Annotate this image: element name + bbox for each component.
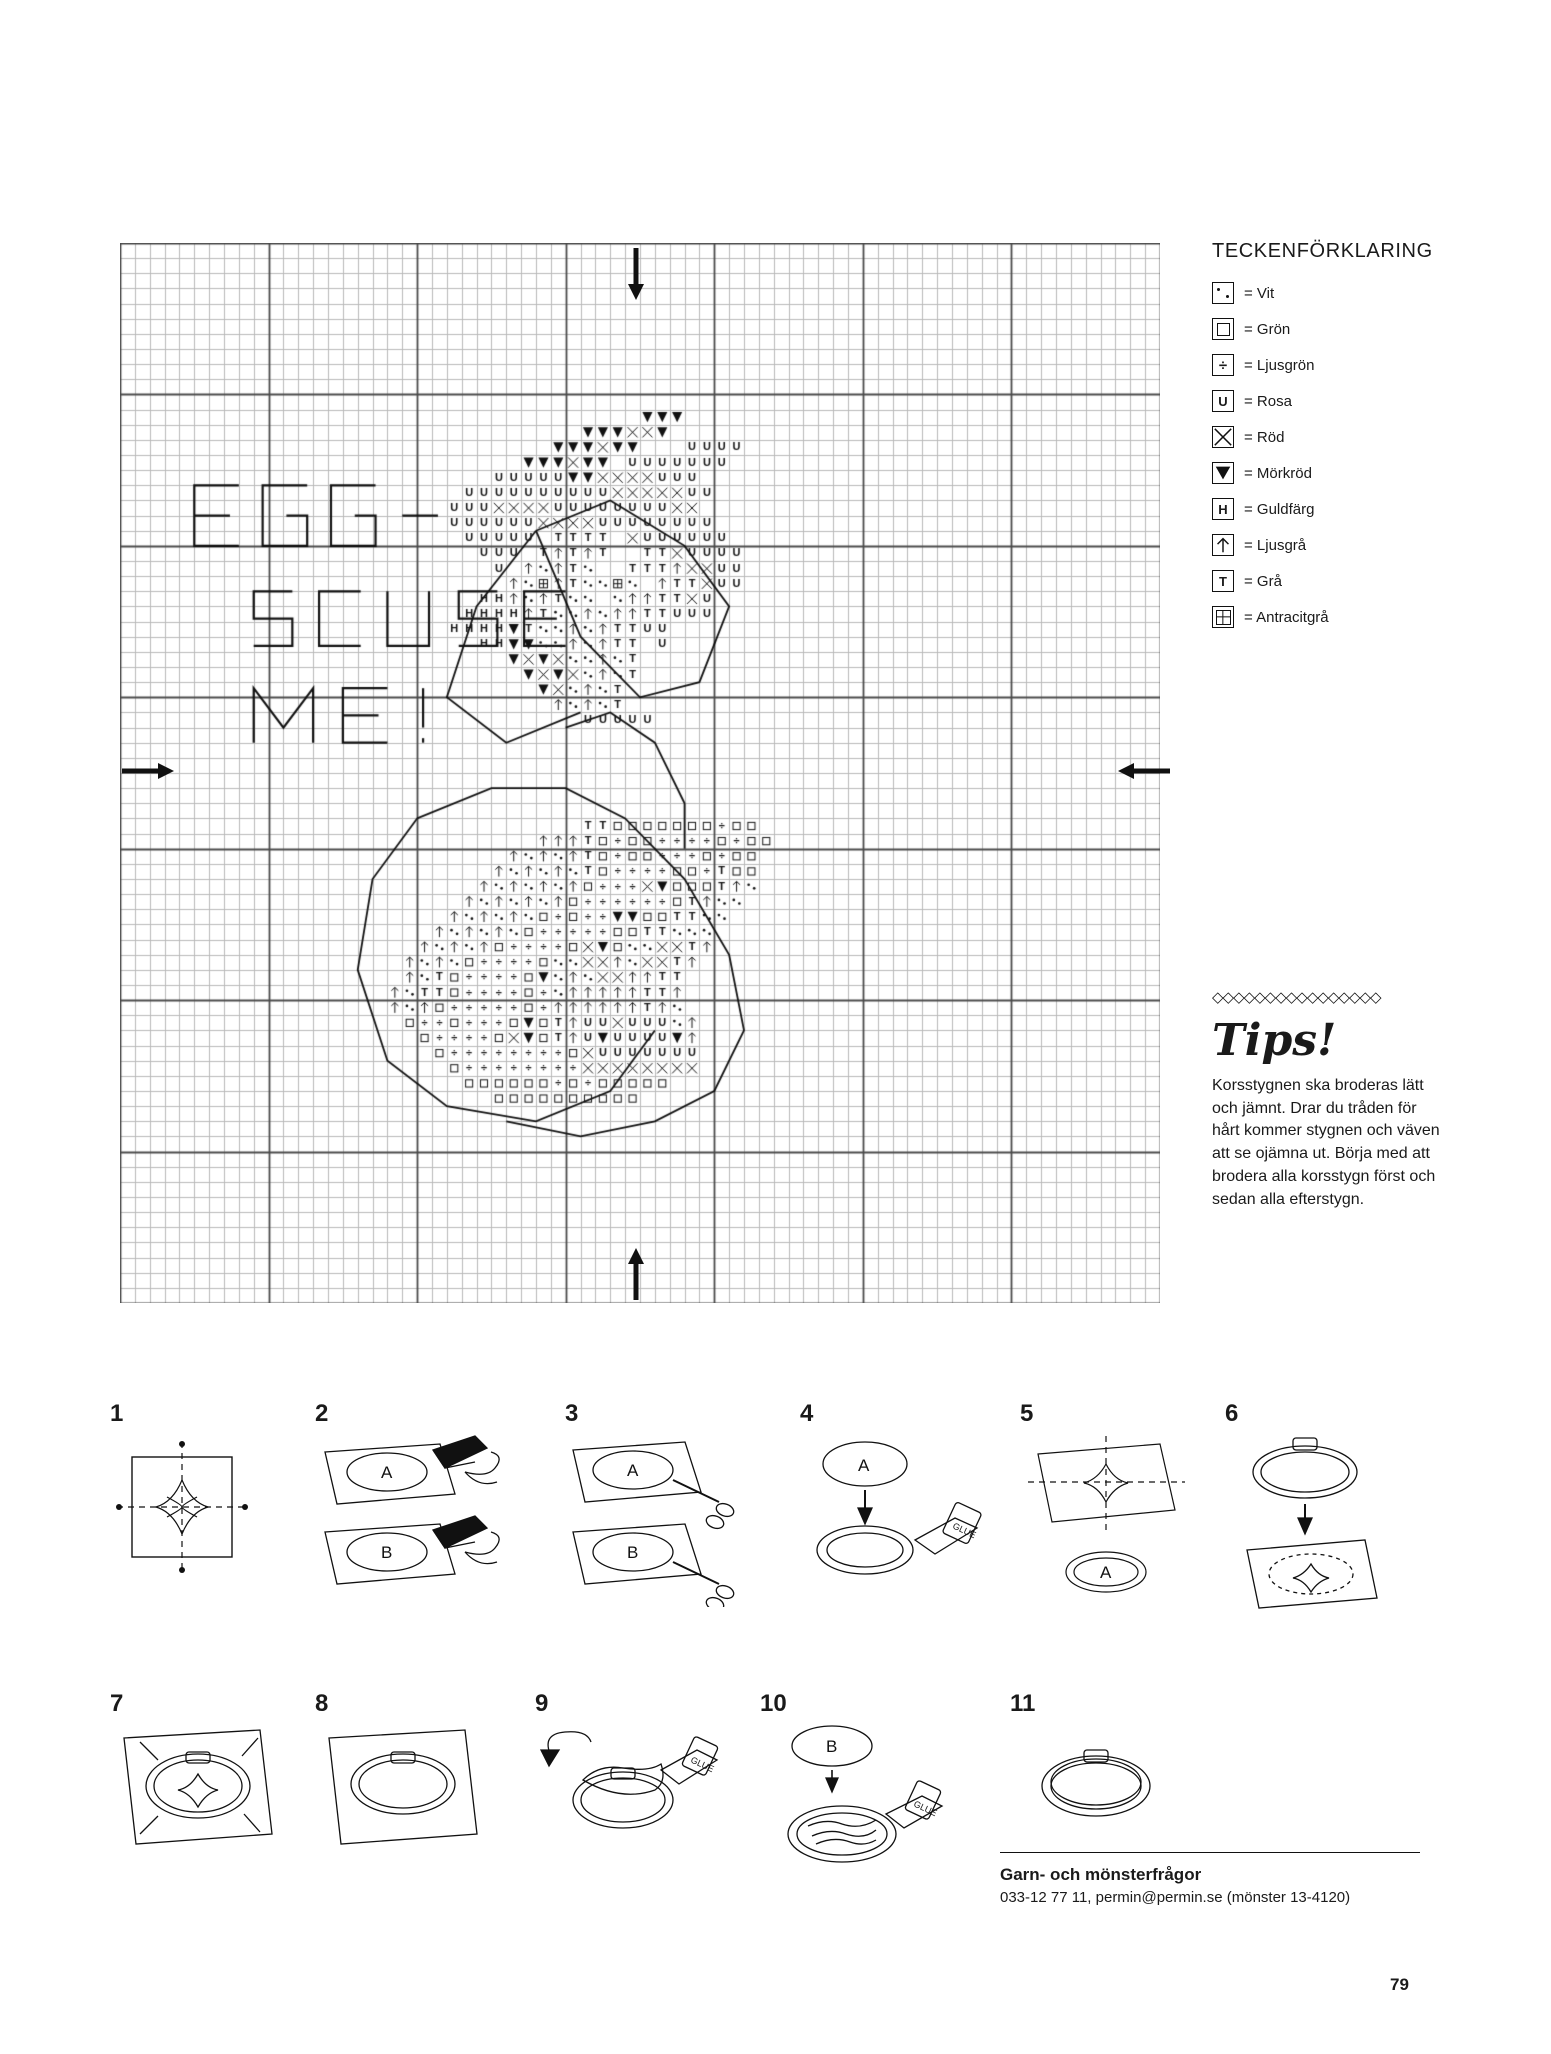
legend-item-antracitgra bbox=[1212, 605, 1462, 629]
legend-item-gron bbox=[1212, 317, 1462, 341]
step-5-number: 5 bbox=[1020, 1400, 1034, 1427]
legend-label-rosa: = Rosa bbox=[1244, 392, 1292, 410]
symbol-ljusgron-icon: ÷ bbox=[1212, 354, 1234, 376]
step-1 bbox=[110, 1400, 260, 1602]
tips-body: Korsstygnen ska broderas lätt och jämnt. Drar du tråden för hårt kommer stygnen och väven att se ojämna ut. Börja med att brodera alla korsstygn först och sedan alla efterstygn. bbox=[1212, 1077, 1440, 1208]
step-11-number: 11 bbox=[1010, 1690, 1036, 1717]
legend-item-ljusgron bbox=[1212, 353, 1462, 377]
step-9-number: 9 bbox=[535, 1690, 549, 1717]
footer-contact: 033-12 77 11, permin@permin.se (mönster 13-4120) bbox=[1000, 1889, 1351, 1906]
step-6 bbox=[1225, 1400, 1415, 1612]
symbol-antracitgra-icon bbox=[1212, 606, 1234, 628]
svg-text:A: A bbox=[381, 1463, 393, 1482]
step-2-number: 2 bbox=[315, 1400, 329, 1427]
legend-label-guldfarg: = Guldfärg bbox=[1244, 500, 1315, 518]
legend-item-guldfarg bbox=[1212, 497, 1462, 521]
legend-item-ljusgra bbox=[1212, 533, 1462, 557]
step-10 bbox=[760, 1690, 975, 1872]
legend-item-rod bbox=[1212, 425, 1462, 449]
legend-label-gra: = Grå bbox=[1244, 572, 1282, 590]
step-3-illustration bbox=[565, 1432, 780, 1607]
step-5 bbox=[1020, 1400, 1210, 1607]
symbol-gron-icon bbox=[1212, 318, 1234, 340]
svg-text:GLUE: GLUE bbox=[689, 1754, 716, 1775]
step-4-number: 4 bbox=[800, 1400, 814, 1427]
step-11-illustration bbox=[1010, 1722, 1190, 1842]
step-1-number: 1 bbox=[110, 1400, 124, 1427]
footer-title: Garn- och mönsterfrågor bbox=[1000, 1865, 1202, 1884]
step-4 bbox=[800, 1400, 1000, 1607]
step-6-illustration bbox=[1225, 1432, 1415, 1612]
symbol-guldfarg-icon: H bbox=[1212, 498, 1234, 520]
step-7-illustration bbox=[110, 1722, 290, 1852]
legend-item-vit bbox=[1212, 281, 1462, 305]
tips-panel bbox=[1212, 990, 1442, 1211]
svg-text:A: A bbox=[858, 1456, 870, 1475]
svg-text:GLUE: GLUE bbox=[912, 1798, 939, 1819]
legend-label-ljusgra: = Ljusgrå bbox=[1244, 536, 1307, 554]
chart-symbols bbox=[120, 243, 1160, 1303]
page-number: 79 bbox=[1390, 1975, 1409, 1994]
legend-item-gra bbox=[1212, 569, 1462, 593]
symbol-vit-icon bbox=[1212, 282, 1234, 304]
legend-panel bbox=[1212, 240, 1462, 641]
step-2 bbox=[315, 1400, 530, 1607]
step-3 bbox=[565, 1400, 780, 1607]
step-2-illustration bbox=[315, 1432, 530, 1607]
legend-label-antracitgra: = Antracitgrå bbox=[1244, 608, 1329, 626]
svg-text:GLUE: GLUE bbox=[951, 1520, 978, 1541]
step-3-number: 3 bbox=[565, 1400, 579, 1427]
step-9-illustration bbox=[535, 1722, 735, 1862]
svg-text:B: B bbox=[627, 1543, 639, 1562]
step-5-illustration bbox=[1020, 1432, 1210, 1607]
step-8-illustration bbox=[315, 1722, 495, 1852]
footer-block bbox=[1000, 1852, 1420, 1906]
svg-text:B: B bbox=[381, 1543, 393, 1562]
step-1-illustration bbox=[110, 1432, 260, 1602]
center-arrow-right bbox=[1118, 760, 1170, 782]
tips-decorative-border: ◇◇◇◇◇◇◇◇◇◇◇◇◇◇◇◇ bbox=[1212, 989, 1381, 1006]
svg-text:B: B bbox=[826, 1737, 838, 1756]
symbol-gra-icon: T bbox=[1212, 570, 1234, 592]
center-arrow-left bbox=[122, 760, 174, 782]
legend-label-morkrod: = Mörkröd bbox=[1244, 464, 1312, 482]
center-arrow-top bbox=[625, 248, 647, 300]
symbol-morkrod-icon bbox=[1212, 462, 1234, 484]
step-11 bbox=[1010, 1690, 1190, 1842]
legend-title: TECKENFÖRKLARING bbox=[1212, 240, 1433, 262]
legend-item-rosa bbox=[1212, 389, 1462, 413]
step-4-illustration bbox=[800, 1432, 1000, 1607]
step-8 bbox=[315, 1690, 495, 1852]
symbol-rod-icon bbox=[1212, 426, 1234, 448]
step-8-number: 8 bbox=[315, 1690, 329, 1717]
step-10-illustration bbox=[760, 1722, 975, 1872]
legend-label-ljusgron: = Ljusgrön bbox=[1244, 356, 1315, 374]
center-arrow-bottom bbox=[625, 1248, 647, 1300]
step-7 bbox=[110, 1690, 290, 1852]
legend-label-rod: = Röd bbox=[1244, 428, 1285, 446]
step-7-number: 7 bbox=[110, 1690, 124, 1717]
symbol-rosa-icon: U bbox=[1212, 390, 1234, 412]
legend-label-vit: = Vit bbox=[1244, 284, 1275, 302]
legend-item-morkrod bbox=[1212, 461, 1462, 485]
svg-text:A: A bbox=[1100, 1563, 1112, 1582]
step-10-number: 10 bbox=[760, 1690, 787, 1717]
tips-title: Tips! bbox=[1212, 1015, 1337, 1066]
symbol-ljusgra-icon bbox=[1212, 534, 1234, 556]
step-6-number: 6 bbox=[1225, 1400, 1239, 1427]
footer-divider bbox=[1000, 1852, 1420, 1853]
svg-text:A: A bbox=[627, 1461, 639, 1480]
step-9 bbox=[535, 1690, 735, 1862]
legend-label-gron: = Grön bbox=[1244, 320, 1291, 338]
cross-stitch-chart bbox=[120, 243, 1160, 1303]
